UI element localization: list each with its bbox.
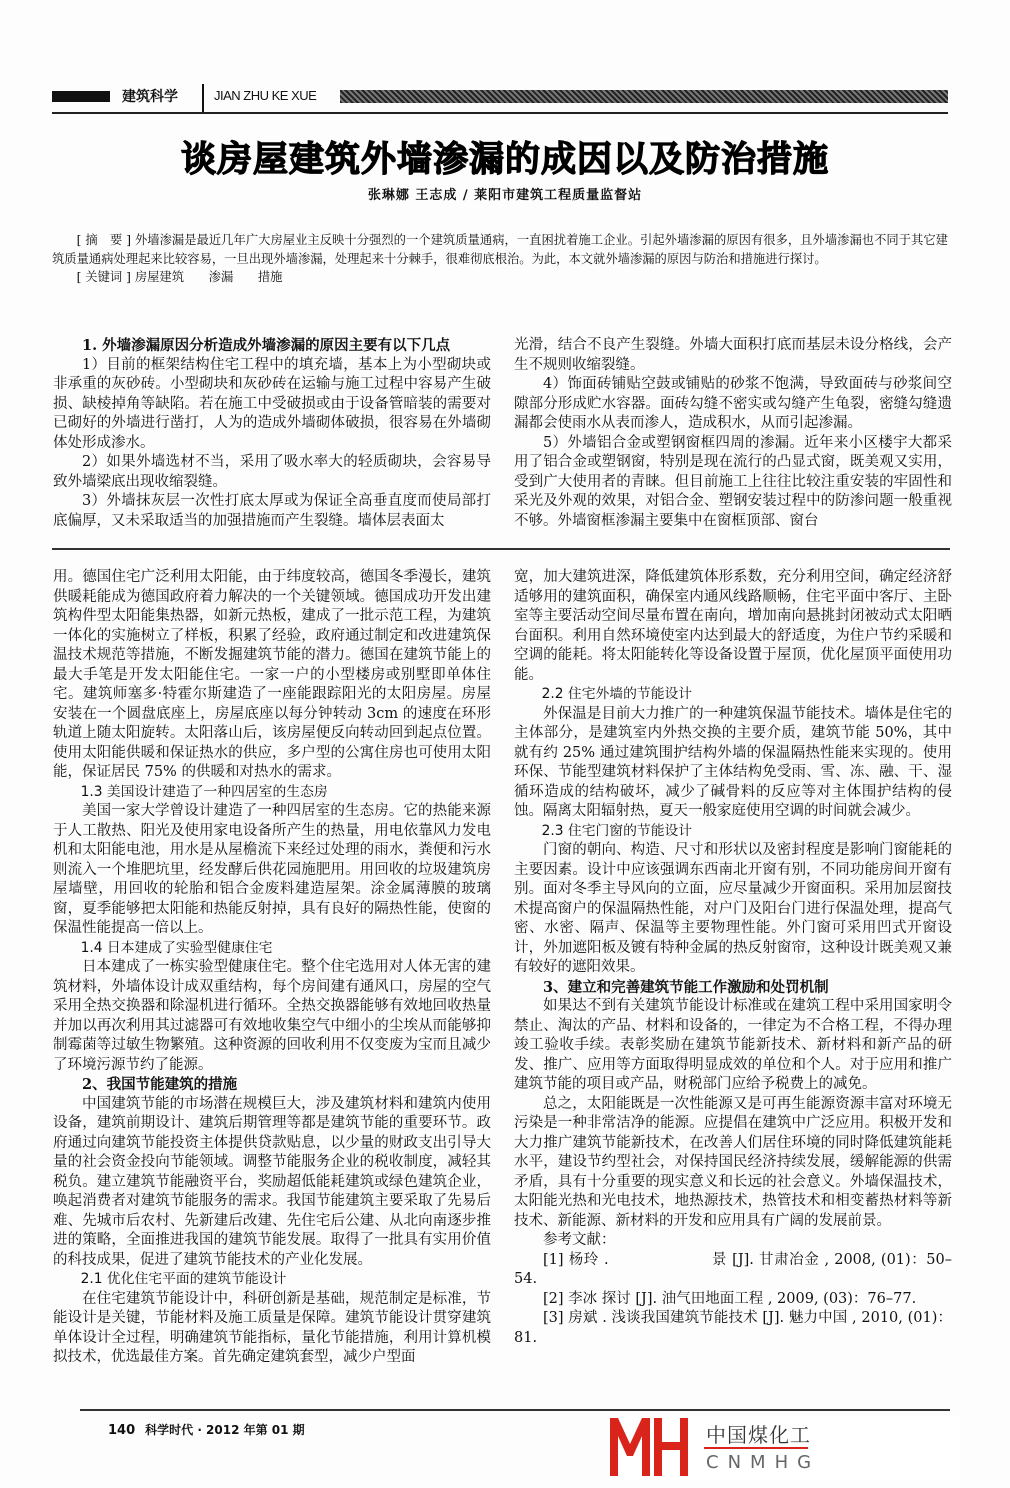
reference-fragment: [2] 李冰 <box>543 1290 598 1307</box>
section-divider <box>52 548 950 550</box>
paragraph: 5）外墙铝合金或塑钢窗框四周的渗漏。近年来小区楼宇大都采用了铝合金或塑钢窗，特别是现在流行的凸显式窗，既美观又实用，受到广大使用者的青睐。但目前施工上往往比较注重安装的牢固性和采光及外观的效果，对铝合金、塑钢安装过程中的防渗问题一般重视不够。外墙窗框渗漏主要集中在窗框顶部、窗台 <box>514 434 952 529</box>
watermark-logo-icon <box>608 1416 690 1478</box>
paragraph: 在住宅建筑节能设计中，科研创新是基础，规范制定是标准，节能设计是关键，节能材料及施工质量是保障。建筑节能设计贯穿建筑单体设计全过程，明确建筑节能指标，量化节能措施，利用计算机模拟技术，优选最佳方案。首先确定建筑套型，减少户型面 <box>53 1290 491 1365</box>
watermark-text-cn: 中国煤化工 <box>706 1423 811 1447</box>
paragraph: 光滑，结合不良产生裂缝。外墙大面积打底而基层未设分格线，会产生不规则收缩裂缝。 <box>514 337 952 373</box>
keyword: 措施 <box>257 270 283 284</box>
subsection-heading: 2.1 优化住宅平面的建筑节能设计 <box>80 1271 287 1287</box>
paragraph: 美国一家大学曾设计建造了一种四居室的生态房。它的热能来源于人工散热、阳光及使用家电设备所产生的热量，用电依靠风力发电机和太阳能电池，用水是从屋檐流下来经过处理的雨水，粪便和污水则流入一个堆肥坑里，经发酵后供花园施肥用。用回收的垃圾建筑房屋墙壁，用回收的轮胎和铝合金废料建造屋架。涂金属薄膜的玻璃窗，夏季能够把太阳能和热能反射掉，具有良好的隔热性能，使窗的保温性能提高一倍以上。 <box>53 803 491 936</box>
upper-right-column <box>514 336 952 531</box>
header-black-bar <box>52 91 110 102</box>
subsection-heading: 2.2 住宅外墙的节能设计 <box>541 686 693 702</box>
paragraph: 2）如果外墙选材不当，采用了吸水率大的轻质砌块，会容易导致外墙梁底出现收缩裂缝。 <box>53 454 491 490</box>
reference-item <box>514 1290 952 1310</box>
section-name-en: JIAN ZHU KE XUE <box>214 88 317 103</box>
abstract-text: 外墙渗漏是最近几年广大房屋业主反映十分强烈的一个建筑质量通病，一直困扰着施工企业。引起外墙渗漏的原因有很多，且外墙渗漏也不同于其它建筑质量通病处理起来比较容易，一旦出现外墙渗漏，处理起来十分棘手，很难彻底根治。为此，本文就外墙渗漏的原因与防治和措施进行探讨。 <box>52 233 948 266</box>
paragraph: 1）目前的框架结构住宅工程中的填充墙，基本上为小型砌块或非承重的灰砂砖。小型砌块和灰砂砖在运输与施工过程中容易产生破损、缺棱掉角等缺陷。若在施工中受破损或由于设备管暗装的需要对已砌好的外墙进行凿打，人为的造成外墙砌体破损，很容易在外墙砌体处形成渗水。 <box>53 356 491 451</box>
section-name-cn: 建筑科学 <box>122 89 178 105</box>
lower-right-column <box>514 568 952 1348</box>
article-title: 谈房屋建筑外墙渗漏的成因以及防治措施 <box>180 140 829 180</box>
reference-item: [1] 杨玲 . 景 [J]. 甘肃冶金 , 2008, (01)：50–54. <box>514 1251 952 1287</box>
paragraph: 3）外墙抹灰层一次性打底太厚或为保证全高垂直度而使局部打底偏厚，又未采取适当的加强措施而产生裂缝。墙体层表面太 <box>53 493 491 529</box>
keywords-label: [ 关键词 ] <box>76 270 131 284</box>
paragraph: 用。德国住宅广泛利用太阳能，由于纬度较高，德国冬季漫长，建筑供暖耗能成为德国政府着力解决的一个关键领域。德国成功开发出建筑构件型太阳能集热器，如新元热板，建成了一批示范工程，为建筑一体化的实施树立了样板，积累了经验，政府通过制定和改进建筑保温技术规范等措施，不断发掘建筑节能的潜力。德国在建筑节能上的最大手笔是开发太阳能住宅。一家一户的小型楼房或别墅即单体住宅。建筑师塞多·特霍尔斯建造了一座能跟踪阳光的太阳房屋。房屋安装在一个圆盘底座上，房屋底座以每分钟转动 3cm 的速度在环形轨道上随太阳旋转。太阳落山后，该房屋便反向转动回到起点位置。使用太阳能供暖和保证热水的供应，多户型的公寓住房也可使用太阳能，保证居民 75% 的供暖和对热水的需求。 <box>53 569 491 780</box>
subsection-heading: 1.3 美国设计建造了一种四居室的生态房 <box>80 783 328 800</box>
reference-item: [3] 房斌 . 浅谈我国建筑节能技术 [J]. 魅力中国 , 2010, (01)：81. <box>514 1310 952 1346</box>
references-heading: 参考文献： <box>543 1232 616 1248</box>
subsection-heading: 2.3 住宅门窗的节能设计 <box>541 822 693 839</box>
keyword: 房屋建筑 <box>134 270 185 284</box>
abstract-paragraph <box>52 231 948 268</box>
page-number: 140 <box>108 1423 136 1438</box>
footer <box>108 1421 305 1438</box>
header-divider <box>202 84 204 112</box>
paragraph: 日本建成了一栋实验型健康住宅。整个住宅选用对人体无害的建筑材料，外墙体设计成双重结构，每个房间建有通风口，房屋的空气采用全热交换器和除湿机进行循环。全热交换器能够有效地回收热量并加以再次利用其过滤器可有效地收集空气中细小的尘埃从而能够抑制霉菌等过敏生物繁殖。这种资源的回收利用不仅变废为宝而且减少了环境污源节约了能源。 <box>53 959 491 1073</box>
keyword: 渗漏 <box>208 270 234 284</box>
footer-rule <box>80 1409 950 1411</box>
section-heading: 2、我国节能建筑的措施 <box>82 1076 238 1093</box>
paragraph: 中国建筑节能的市场潜在规模巨大，涉及建筑材料和建筑内使用设备，建筑前期设计、建筑后期管理等都是建筑节能的重要环节。政府通过向建筑节能投资主体提供贷款贴息，以少量的财政支出引导大量的社会资金投向节能领域。调整节能服务企业的税收制度，减轻其税负。建立建筑节能融资平台，奖励超低能耗建筑或绿色建筑企业，唤起消费者对建筑节能服务的需求。我国节能建筑主要采取了先易后难、先城市后农村、先新建后改建、先住宅后公建、从北向南逐步推进的策略，全面推进我国的建筑节能发展。取得了一批具有实用价值的科技成果，促进了建筑节能技术的产业化发展。 <box>53 1095 491 1268</box>
header-rule <box>52 112 948 114</box>
reference-fragment: 探讨 [J]. 油气田地面工程 , 2009, (03)：76–77. <box>601 1290 917 1307</box>
section-heading: 1. 外墙渗漏原因分析造成外墙渗漏的原因主要有以下几点 <box>82 337 451 354</box>
lower-left-column <box>53 568 491 1368</box>
authors: 张琳娜 王志成 / 莱阳市建筑工程质量监督站 <box>367 188 643 203</box>
keywords <box>52 268 948 287</box>
header-hatched-bar <box>340 90 948 103</box>
paragraph: 总之，太阳能既是一次性能源又是可再生能源资源丰富对环境无污染是一种非常洁净的能源。应提倡在建筑中广泛应用。积极开发和大力推广建筑节能新技术，在改善人们居住环境的同时降低建筑能耗水平，建设节约型社会，对保持国民经济持续发展，缓解能源的供需矛盾，具有十分重要的现实意义和长远的社会意义。外墙保温技术，太阳能光热和光电技术，地热源技术，热管技术和相变蓄热材料等新技术、新能源、新材料的开发和应用具有广阔的发展前景。 <box>514 1095 952 1229</box>
subsection-heading: 1.4 日本建成了实验型健康住宅 <box>80 939 273 956</box>
watermark-text-en: CNMHG <box>706 1452 821 1473</box>
paragraph: 如果达不到有关建筑节能设计标准或在建筑工程中采用国家明令禁止、淘汰的产品、材料和设备的，一律定为不合格工程，不得办理竣工验收手续。表彰奖励在建筑节能新技术、新材料和新产品的研发、推广、应用等方面取得明显成效的单位和个人。对于应用和推广建筑节能的项目或产品，财税部门应给予税费上的减免。 <box>514 998 952 1092</box>
paragraph: 4）饰面砖铺贴空鼓或铺贴的砂浆不饱满，导致面砖与砂浆间空隙部分形成贮水容器。面砖勾缝不密实或勾缝产生龟裂，密缝勾缝遗漏都会使雨水从表而渗人，造成积水，从而引起渗漏。 <box>514 376 952 431</box>
section-heading: 3、建立和完善建筑节能工作激励和处罚机制 <box>543 978 829 996</box>
paragraph: 外保温是目前大力推广的一种建筑保温节能技术。墙体是住宅的主体部分，是建筑室内外热交换的主要介质，建筑节能 50%，其中就有约 25% 通过建筑围护结构外墙的保温隔热性能来实现的。使用环保、节能型建筑材料保护了主体结构免受雨、雪、冻、融、干、湿循环造成的结构破坏，减少了碱骨料的反应等对主体围护结构的侵蚀。隔离太阳辐射热，夏天一般家庭使用空调的时间就会减少。 <box>514 705 952 819</box>
watermark-underline <box>704 1447 808 1449</box>
paragraph: 宽，加大建筑进深，降低建筑体形系数，充分利用空间，确定经济舒适够用的建筑面积，确保室内通风线路顺畅，住宅平面中客厅、主卧室等主要活动空间尽量布置在南向，增加南向悬挑封闭被动式太阳晒台面积。利用自然环境使室内达到最大的舒适度，为住户节约采暖和空调的能耗。将太阳能转化等设备设置于屋顶，优化屋顶平面使用功能。 <box>514 569 952 683</box>
abstract <box>52 231 948 287</box>
paragraph: 门窗的朝向、构造、尺寸和形状以及密封程度是影响门窗能耗的主要因素。设计中应该强调东西南北开窗有别，不同功能房间开窗有别。面对冬季主导风向的立面，应尽量减少开窗面积。采用加层窗技术提高窗户的保温隔热性能，对户门及阳台门进行保温处理，提高气密、水密、隔声、保温等主要物理性能。外门窗可采用凹式开窗设计，外加遮阳板及镀有特种金属的热反射窗帘，这种设计既美观又兼有较好的遮阳效果。 <box>514 842 952 975</box>
upper-left-column <box>53 336 491 531</box>
watermark <box>608 1416 960 1480</box>
abstract-label: [ 摘 要 ] <box>76 233 132 247</box>
journal-issue: 科学时代 · 2012 年第 01 期 <box>145 1423 305 1437</box>
